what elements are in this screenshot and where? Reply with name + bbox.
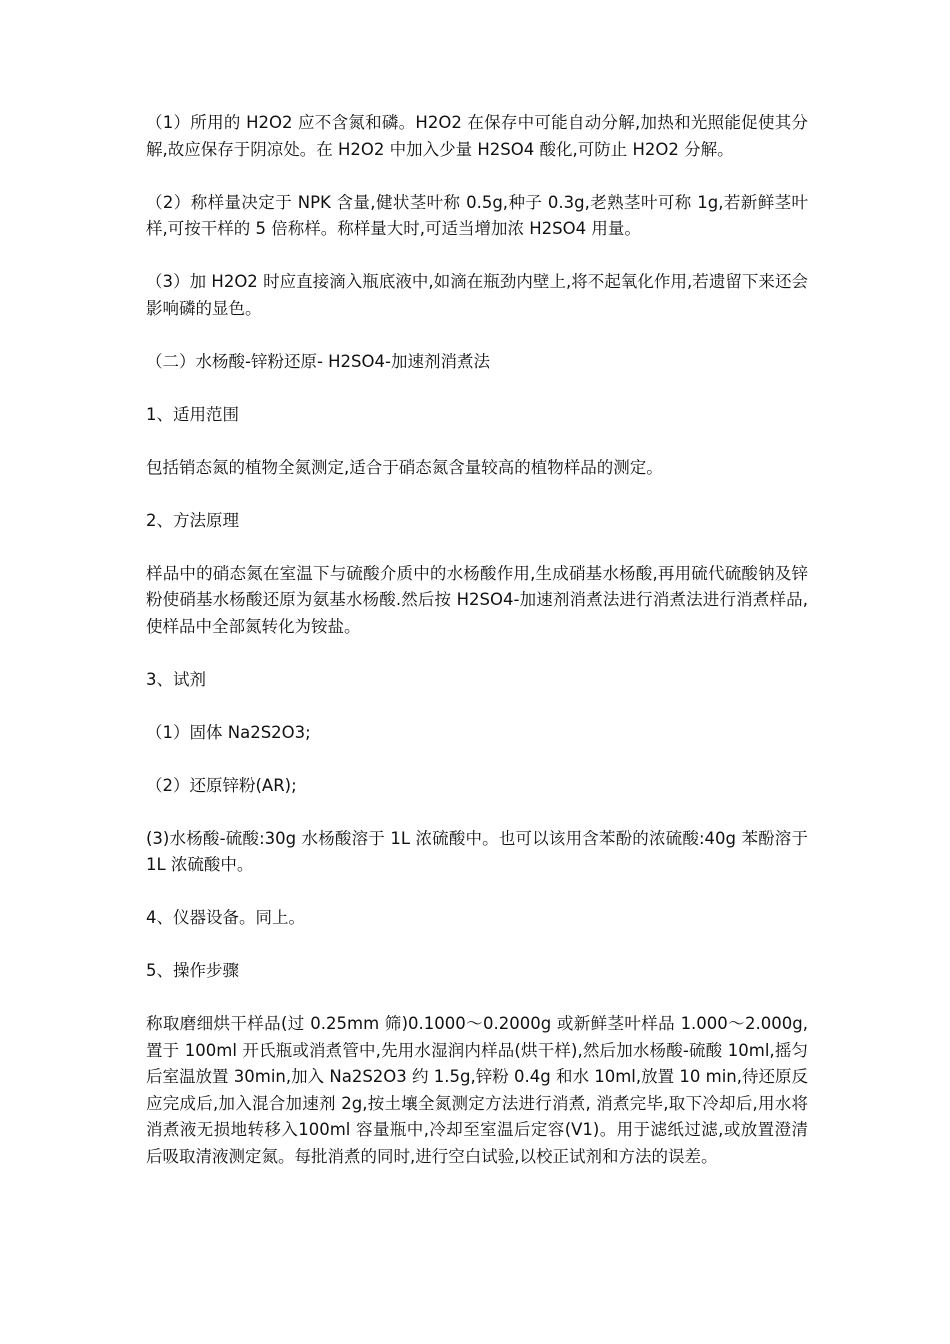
document-body (146, 110, 808, 1170)
heading-equipment: 4、仪器设备。同上。 (146, 908, 305, 927)
scope-text: 包括销态氮的植物全氮测定,适合于硝态氮含量较高的植物样品的测定。 (146, 457, 663, 477)
procedure-text: 称取磨细烘干样品(过 0.25mm 筛)0.1000～0.2000g 或新鲜茎叶样品 1.000～2.000g,置于 100ml 开氏瓶或消煮管中,先用水湿润内样品(烘干样),然后加水杨酸-硫酸 10ml,摇匀后室温放置 30min,加入 Na2S2O3 约 1.5g,锌粉 0.4g 和水 10ml,放置 10 min,待还原反应完成后,加入混合加速剂 2g,按土壤全氮测定方法进行消煮, 消煮完毕,取下冷却后,用水将消煮液无损地转移入100ml 容量瓶中,冷却至室温后定容(V1)。用于滤纸过滤,或放置澄清后吸取清液测定氮。每批消煮的同时,进行空白试验,以校正试剂和方法的误差。 (146, 1014, 808, 1166)
heading-procedure: 5、操作步骤 (146, 961, 239, 980)
heading-principle: 2、方法原理 (146, 510, 239, 530)
note-2-sample-weight: （2）称样量决定于 NPK 含量,健状茎叶称 0.5g,种子 0.3g,老熟茎叶可称 1g,若新鲜茎叶样,可按干样的 5 倍称样。称样量大时,可适当增加浓 H2SO4 用量。 (146, 192, 808, 238)
principle-text: 样品中的硝态氮在室温下与硫酸介质中的水杨酸作用,生成硝基水杨酸,再用硫代硫酸钠及锌粉使硝基水杨酸还原为氨基水杨酸.然后按 H2SO4-加速剂消煮法进行消煮法进行消煮样品,使样品中全部氮转化为铵盐。 (146, 563, 808, 636)
note-3-h2o2-dropping: （3）加 H2O2 时应直接滴入瓶底液中,如滴在瓶劲内壁上,将不起氧化作用,若遗留下来还会影响磷的显色。 (146, 272, 808, 318)
note-1-h2o2-storage: （1）所用的 H2O2 应不含氮和磷。H2O2 在保存中可能自动分解,加热和光照能促使其分解,故应保存于阴凉处。在 H2O2 中加入少量 H2SO4 酸化,可防止 H2O2 分解。 (146, 113, 808, 159)
reagent-3: (3)水杨酸-硫酸:30g 水杨酸溶于 1L 浓硫酸中。也可以该用含苯酚的浓硫酸:40g 苯酚溶于 1L 浓硫酸中。 (146, 828, 808, 874)
section-heading-method-2: （二）水杨酸-锌粉还原- H2SO4-加速剂消煮法 (146, 351, 490, 371)
reagent-1: （1）固体 Na2S2O3; (146, 722, 311, 742)
heading-reagents: 3、试剂 (146, 669, 206, 689)
heading-scope: 1、适用范围 (146, 404, 239, 424)
reagent-2: （2）还原锌粉(AR); (146, 775, 297, 795)
